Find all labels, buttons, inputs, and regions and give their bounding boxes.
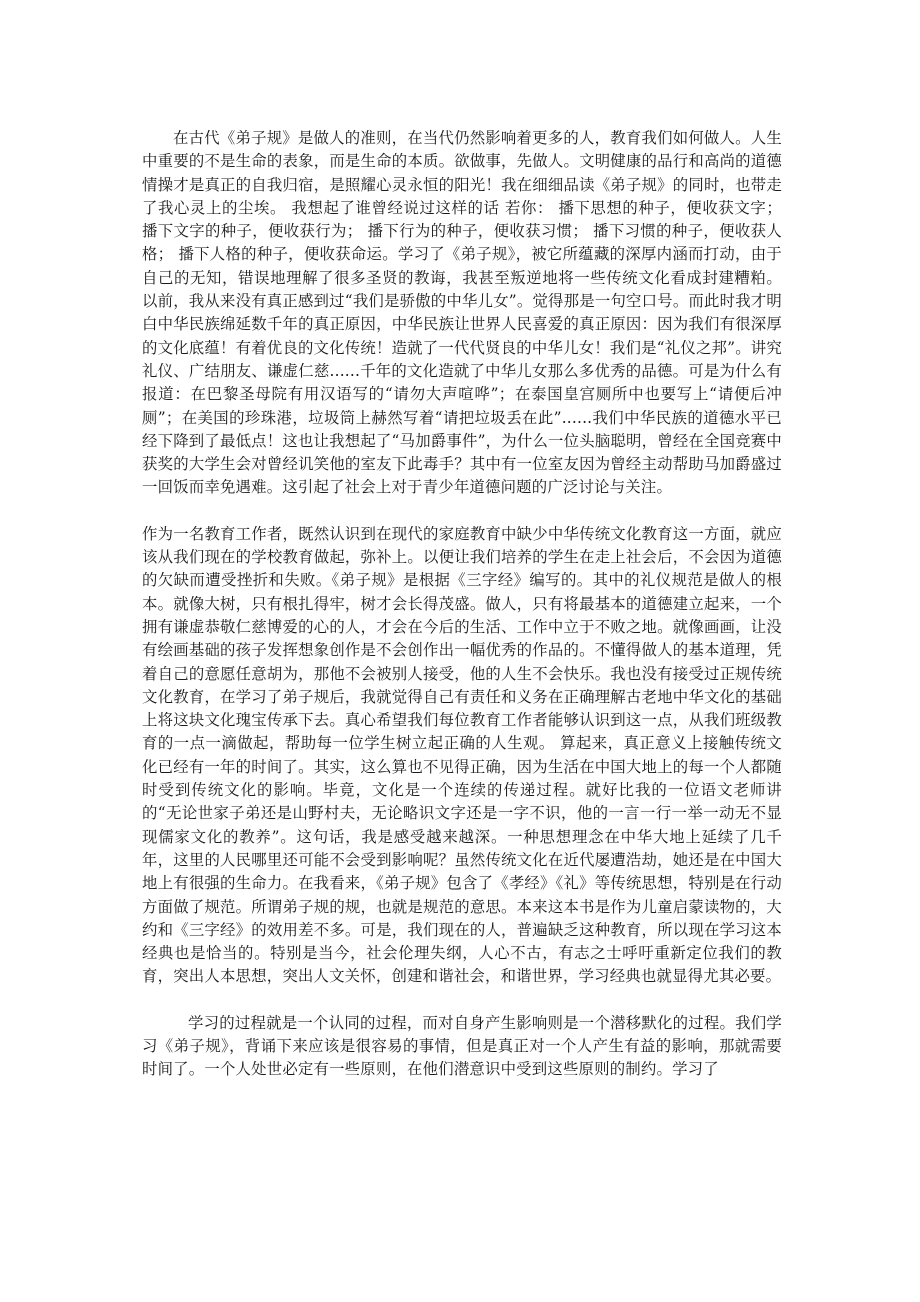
document-body xyxy=(142,127,782,1082)
paragraph-1: 在古代《弟子规》是做人的准则，在当代仍然影响着更多的人，教育我们如何做人。人生中重要的不是生命的表象，而是生命的本质。欲做事，先做人。文明健康的品行和高尚的道德情操才是真正的自我归宿，是照耀心灵永恒的阳光！我在细细品读《弟子规》的同时，也带走了我心灵上的尘埃。 我想起了谁曾经说过这样的话 若你： 播下思想的种子，便收获文字； 播下文字的种子，便收获行为； 播下行为的种子，便收获习惯； 播下习惯的种子，便收获人格； 播下人格的种子，便收获命运。学习了《弟子规》，被它所蕴藏的深厚内涵而打动，由于自己的无知，错误地理解了很多圣贤的教诲，我甚至叛逆地将一些传统文化看成封建糟粕。 以前，我从来没有真正感到过“我们是骄傲的中华儿女”。觉得那是一句空口号。而此时我才明白中华民族绵延数千年的真正原因，中华民族让世界人民喜爱的真正原因：因为我们有很深厚的文化底蕴！有着优良的文化传统！造就了一代代贤良的中华儿女！我们是“礼仪之邦”。讲究礼仪、广结朋友、谦虚仁慈......千年的文化造就了中华儿女那么多优秀的品德。可是为什么有报道：在巴黎圣母院有用汉语写的“请勿大声喧哗”；在泰国皇宫厕所中也要写上“请便后冲厕”；在美国的珍珠港，垃圾筒上赫然写着“请把垃圾丢在此”......我们中华民族的道德水平已经下降到了最低点！这也让我想起了“马加爵事件”，为什么一位头脑聪明，曾经在全国竞赛中获奖的大学生会对曾经讥笑他的室友下此毒手？其中有一位室友因为曾经主动帮助马加爵盛过一回饭而幸免遇难。这引起了社会上对于青少年道德问题的广泛讨论与关注。 xyxy=(142,129,782,497)
paragraph-2: 作为一名教育工作者，既然认识到在现代的家庭教育中缺少中华传统文化教育这一方面，就应该从我们现在的学校教育做起，弥补上。以便让我们培养的学生在走上社会后，不会因为道德的欠缺而遭受挫折和失败。《弟子规》是根据《三字经》编写的。其中的礼仪规范是做人的根本。就像大树，只有根扎得牢，树才会长得茂盛。做人，只有将最基本的道德建立起来，一个拥有谦虚恭敬仁慈博爱的心的人，才会在今后的生活、工作中立于不败之地。就像画画，让没有绘画基础的孩子发挥想象创作是不会创作出一幅优秀的作品的。不懂得做人的基本道理，凭着自己的意愿任意胡为，那他不会被别人接受，他的人生不会快乐。我也没有接受过正规传统文化教育，在学习了弟子规后，我就觉得自己有责任和义务在正确理解古老地中华文化的基础上将这块文化瑰宝传承下去。真心希望我们每位教育工作者能够认识到这一点，从我们班级教育的一点一滴做起，帮助每一位学生树立起正确的人生观。 算起来，真正意义上接触传统文化已经有一年的时间了。其实，这么算也不见得正确，因为生活在中国大地上的每一个人都随时受到传统文化的影响。毕竟，文化是一个连续的传递过程。就好比我的一位语文老师讲的“无论世家子弟还是山野村夫，无论略识文字还是一字不识，他的一言一行一举一动无不显现儒家文化的教养”。这句话，我是感受越来越深。一种思想理念在中华大地上延续了几千年，这里的人民哪里还可能不会受到影响呢？虽然传统文化在近代屡遭浩劫，她还是在中国大地上有很强的生命力。在我看来，《弟子规》包含了《孝经》《礼》等传统思想，特别是在行动方面做了规范。所谓弟子规的规，也就是规范的意思。本来这本书是作为儿童启蒙读物的，大约和《三字经》的效用差不多。可是，我们现在的人，普遍缺乏这种教育，所以现在学习这本经典也是恰当的。特别是当今，社会伦理失纲，人心不古，有志之士呼吁重新定位我们的教育，突出人本思想，突出人文关怀，创建和谐社会，和谐世界，学习经典也就显得尤其必要。 xyxy=(142,524,782,986)
paragraph-3: 学习的过程就是一个认同的过程，而对自身产生影响则是一个潜移默化的过程。我们学习《弟子规》，背诵下来应该是很容易的事情，但是真正对一个人产生有益的影响，那就需要时间了。一个人处世必定有一些原则，在他们潜意识中受到这些原则的制约。学习了 xyxy=(142,1013,782,1079)
